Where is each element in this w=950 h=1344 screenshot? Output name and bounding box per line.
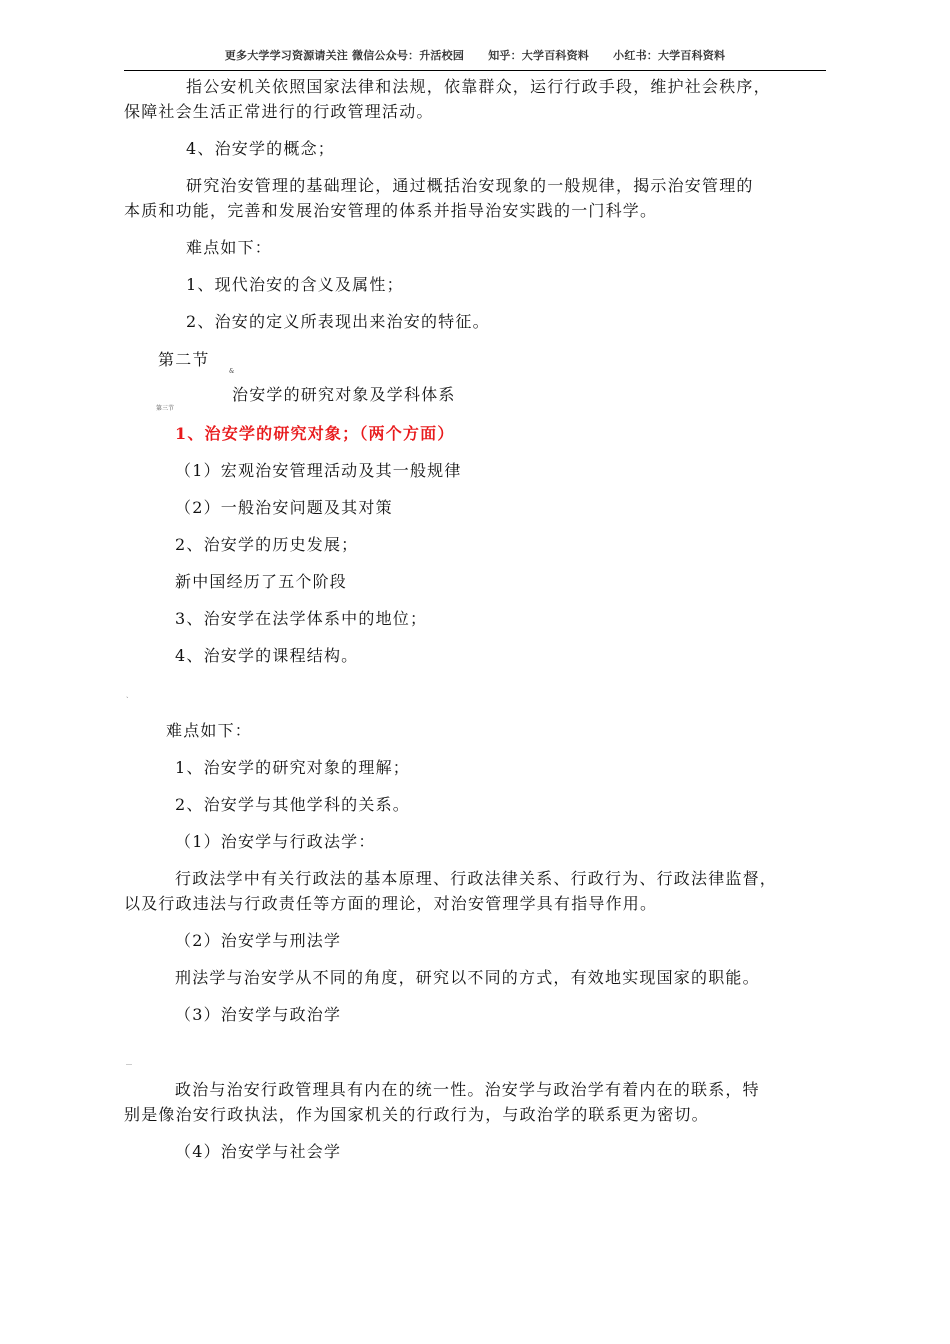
paragraph-line: 政治与治安行政管理具有内在的统一性。治安学与政治学有着内在的联系，特 [175, 1080, 760, 1099]
list-item: （1）宏观治安管理活动及其一般规律 [175, 461, 462, 480]
list-item: （2）治安学与刑法学 [175, 931, 342, 950]
paragraph-line: 别是像治安行政执法，作为国家机关的行政行为，与政治学的联系更为密切。 [124, 1105, 709, 1124]
list-item: 2、治安的定义所表现出来治安的特征。 [186, 312, 490, 331]
header-rule [124, 70, 826, 71]
list-item: （2）一般治安问题及其对策 [175, 498, 393, 517]
paragraph-line: 行政法学中有关行政法的基本原理、行政法律关系、行政行为、行政法律监督， [175, 869, 778, 888]
paragraph-line: 指公安机关依照国家法律和法规，依靠群众，运行行政手段，维护社会秩序， [186, 77, 771, 96]
list-item: 1、现代治安的含义及属性； [186, 275, 404, 294]
red-heading: 1、治安学的研究对象；（两个方面） [175, 424, 455, 443]
paragraph-line: 新中国经历了五个阶段 [175, 572, 348, 591]
stray-mark: & [229, 368, 235, 375]
list-item: （3）治安学与政治学 [175, 1005, 342, 1024]
section-title: 治安学的研究对象及学科体系 [232, 385, 456, 404]
subheading: 难点如下： [166, 721, 253, 740]
paragraph-line: 刑法学与治安学从不同的角度，研究以不同的方式，有效地实现国家的职能。 [175, 968, 760, 987]
paragraph-line: 研究治安管理的基础理论，通过概括治安现象的一般规律，揭示治安管理的 [186, 176, 754, 195]
paragraph-line: 本质和功能，完善和发展治安管理的体系并指导治安实践的一门科学。 [124, 201, 658, 220]
paragraph-line: 保障社会生活正常进行的行政管理活动。 [124, 102, 434, 121]
subheading: 难点如下： [186, 238, 273, 257]
section-mark-small: 第三节 [156, 405, 175, 412]
paragraph-line: 以及行政违法与行政责任等方面的理论，对治安管理学具有指导作用。 [124, 894, 658, 913]
list-item: （4）治安学与社会学 [175, 1142, 342, 1161]
list-item: 4、治安学的概念； [186, 139, 335, 158]
list-item: 1、治安学的研究对象的理解； [175, 758, 410, 777]
list-item: （1）治安学与行政法学： [175, 832, 376, 851]
list-item: 3、治安学在法学体系中的地位； [175, 609, 428, 628]
section-label: 第二节 [158, 350, 210, 369]
page-header: 更多大学学习资源请关注 微信公众号：升活校园 知乎：大学百科资料 小红书：大学百科资料 [224, 49, 726, 62]
stray-mark: … [126, 1060, 132, 1067]
list-item: 2、治安学与其他学科的关系。 [175, 795, 410, 814]
list-item: 4、治安学的课程结构。 [175, 646, 359, 665]
stray-mark: ` [126, 697, 129, 704]
list-item: 2、治安学的历史发展； [175, 535, 359, 554]
